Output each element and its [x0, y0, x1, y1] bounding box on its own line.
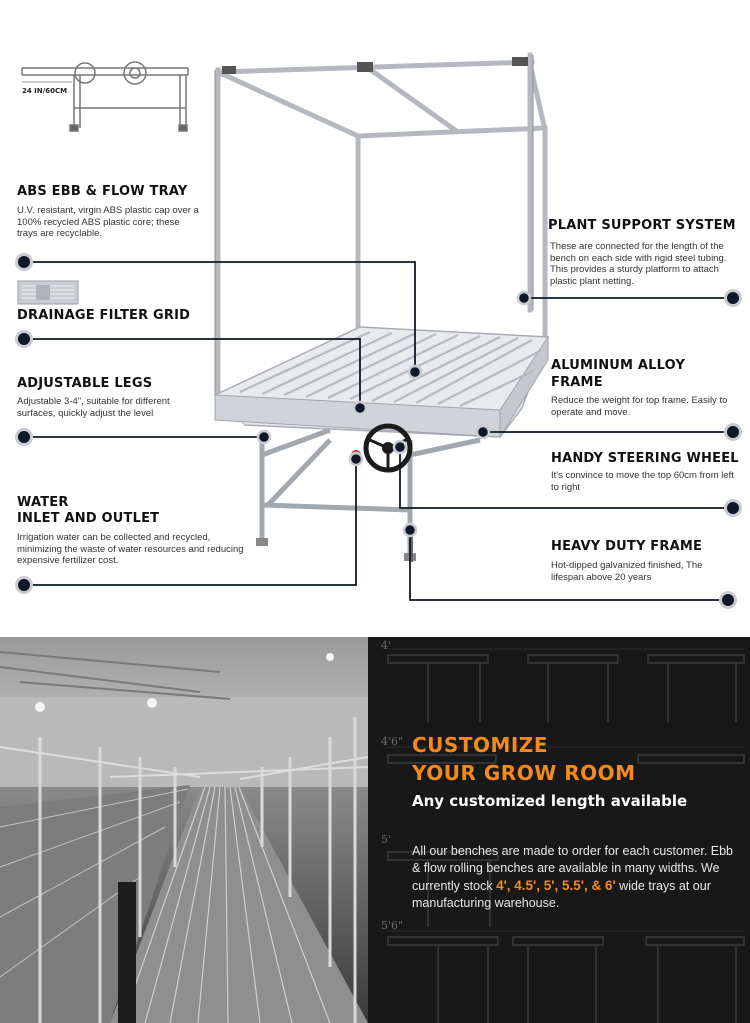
bench-size-blueprints [368, 637, 750, 1023]
customize-title-line1: CUSTOMIZE [412, 733, 548, 757]
feature-title-abs-tray: ABS EBB & FLOW TRAY [17, 184, 188, 199]
customize-body-text: All our benches are made to order for each customer. Ebb & flow rolling benches are available in many widths. We currently stock [412, 844, 734, 893]
feature-desc-abs-tray: U.V. resistant, virgin ABS plastic cap over a 100% recycled ABS plastic core; these trays are recyclable. [17, 205, 199, 239]
drainage-filter-grid-icon [18, 281, 78, 304]
callout-dot-steering-wheel [727, 502, 739, 514]
callout-dot-water-inlet [18, 579, 30, 591]
feature-desc-steering-wheel: It's convince to move the top 60cm from left to right [551, 470, 734, 493]
feature-title-heavy-duty-frame: HEAVY DUTY FRAME [551, 539, 703, 554]
feature-title-aluminum-frame: ALUMINUM ALLOY [551, 358, 686, 373]
dimension-label-5ft: 5' [381, 833, 392, 846]
feature-title-drainage-grid: DRAINAGE FILTER GRID [17, 308, 191, 323]
customize-subtitle: Any customized length available [412, 792, 688, 810]
feature-desc-plant-support: These are connected for the length of the bench on each side with rigid steel tubing. This provides a sturdy platform to attach plastic plant netting. [550, 241, 727, 287]
grow-room-scene [0, 637, 368, 1023]
feature-title-aluminum-frame-line2: FRAME [551, 375, 603, 390]
customize-stock-widths: 4', 4.5', 5', 5.5', & 6' [496, 878, 616, 893]
grow-room-photo [0, 637, 368, 1023]
feature-title-adjustable-legs: ADJUSTABLE LEGS [17, 376, 153, 391]
ebb-flow-tray [215, 327, 548, 437]
thumbnail-width-label: 24 IN/60CM [22, 87, 68, 95]
feature-desc-aluminum-frame: Reduce the weight for top frame. Easily to operate and move. [551, 395, 728, 418]
leg-feet [256, 536, 416, 562]
dimension-label-4ft: 4' [381, 639, 392, 652]
feature-title-plant-support: PLANT SUPPORT SYSTEM [548, 218, 736, 233]
dimension-label-5-6ft: 5'6" [381, 919, 404, 932]
callout-dot-abs-tray [18, 256, 30, 268]
bench-thumbnail [22, 62, 188, 131]
customize-body-text-end: wide trays at our manufacturing warehouse. [412, 879, 711, 910]
feature-title-steering-wheel: HANDY STEERING WHEEL [551, 451, 739, 466]
heavy-duty-base-frame [262, 430, 480, 555]
feature-desc-adjustable-legs: Adjustable 3-4", suitable for different surfaces, quickly adjust the level [17, 396, 170, 419]
feature-desc-water-inlet: Irrigation water can be collected and recycled, minimizing the waste of water resources and reducing expensive fertilizer cost. [17, 532, 244, 566]
customize-panel [368, 637, 750, 1023]
callout-dot-drainage-grid [18, 333, 30, 345]
callout-dot-aluminum-frame [727, 426, 739, 438]
callout-dot-plant-support [727, 292, 739, 304]
customize-body [412, 843, 742, 912]
feature-title-water-inlet: WATER [17, 495, 69, 510]
dimension-label-4-6ft: 4'6" [381, 735, 404, 748]
customize-title-line2: YOUR GROW ROOM [412, 761, 636, 785]
callout-dot-heavy-duty-frame [722, 594, 734, 606]
callout-dot-adjustable-legs [18, 431, 30, 443]
feature-desc-heavy-duty-frame: Hot-dipped galvanized finished, The lifespan above 20 years [551, 560, 703, 583]
feature-title-water-inlet-line2: INLET AND OUTLET [17, 511, 160, 526]
